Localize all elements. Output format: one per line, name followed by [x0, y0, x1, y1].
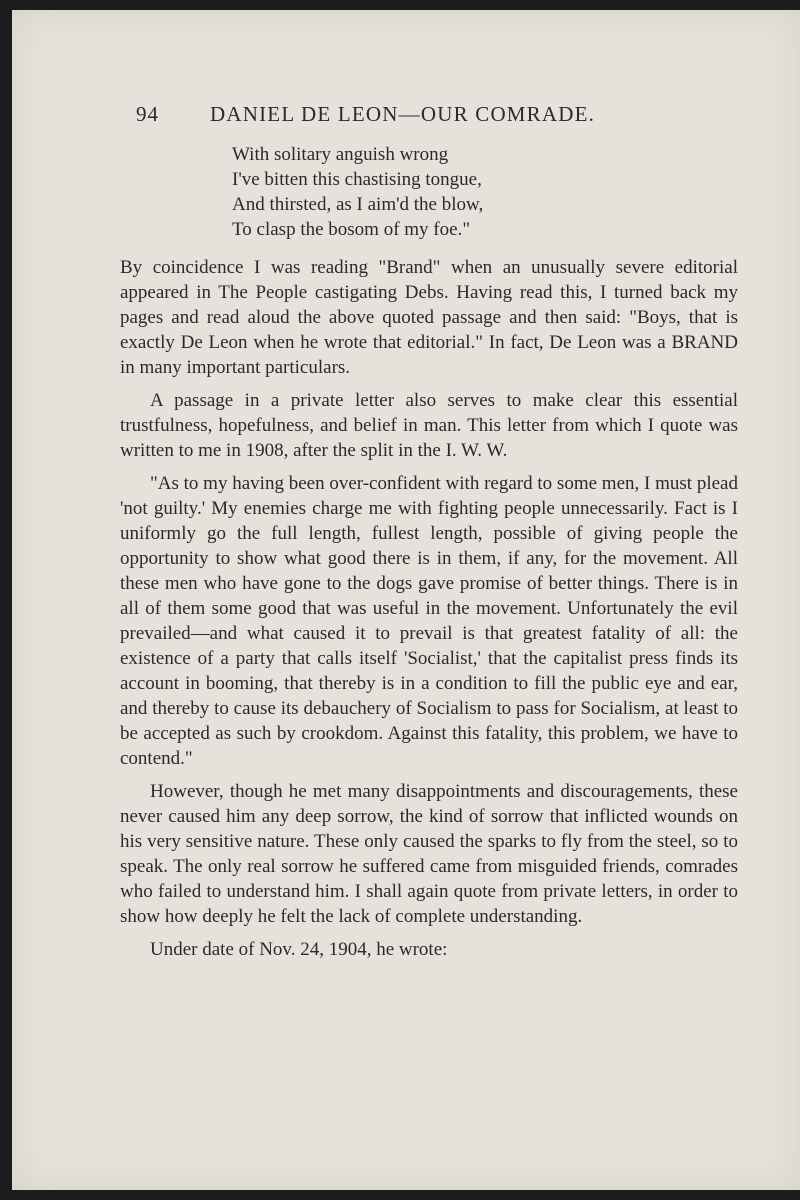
paragraph-date-line: Under date of Nov. 24, 1904, he wrote: — [150, 939, 448, 960]
verse-line: To clasp the bosom of my foe." — [232, 219, 471, 240]
verse-line: With solitary anguish wrong — [232, 144, 449, 165]
page-header — [120, 102, 738, 132]
verse-line: And thirsted, as I aim'd the blow, — [232, 194, 484, 215]
page-content — [120, 102, 738, 970]
verse-line: I've bitten this chastising tongue, — [232, 169, 482, 190]
paragraph-disappointments: However, though he met many disappointments and discouragements, these never caused him any deep sorrow, the kind of sorrow that inflicted wounds on his very sensitive nature. These only caused the sparks to fly from the steel, so to speak. The only real sorrow he suffered came from misguided friends, comrades who failed to understand him. I shall again quote from private letters, in order to show how deeply he felt the lack of complete understanding. — [120, 781, 738, 927]
book-page — [12, 10, 800, 1190]
paragraph-private-letter: A passage in a private letter also serves to make clear this essential trustfulness, hopefulness, and belief in man. This letter from which I quote was written to me in 1908, after the split in the I. W. W. — [120, 390, 738, 461]
running-head: DANIEL DE LEON—OUR COMRADE. — [210, 102, 596, 126]
paragraph-letter-quote: "As to my having been over-confident with regard to some men, I must plead 'not guilty.' My enemies charge me with fighting people unnecessarily. Fact is I uniformly go the full length, fullest length, possible of giving people the opportunity to show what good there is in them, if any, for the movement. All these men who have gone to the dogs gave promise of better things. There is in all of them some good that was useful in the movement. Unfortunately the evil prevailed—and what caused it to prevail is that greatest fatality of all: the existence of a party that calls itself 'Socialist,' that the capitalist press finds its account in booming, that thereby is in a condition to fill the public eye and ear, and thereby to cause its debauchery of Socialism to pass for Socialism, at least to be accepted as such by crookdom. Against this fatality, this problem, we have to contend." — [120, 473, 738, 769]
verse-quote — [232, 142, 738, 242]
paragraph-brand: By coincidence I was reading "Brand" when an unusually severe editorial appeared in The People castigating Debs. Having read this, I turned back my pages and read aloud the above quoted passage and then said: "Boys, that is exactly De Leon when he wrote that editorial." In fact, De Leon was a BRAND in many important particulars. — [120, 257, 738, 378]
page-number: 94 — [136, 102, 159, 126]
